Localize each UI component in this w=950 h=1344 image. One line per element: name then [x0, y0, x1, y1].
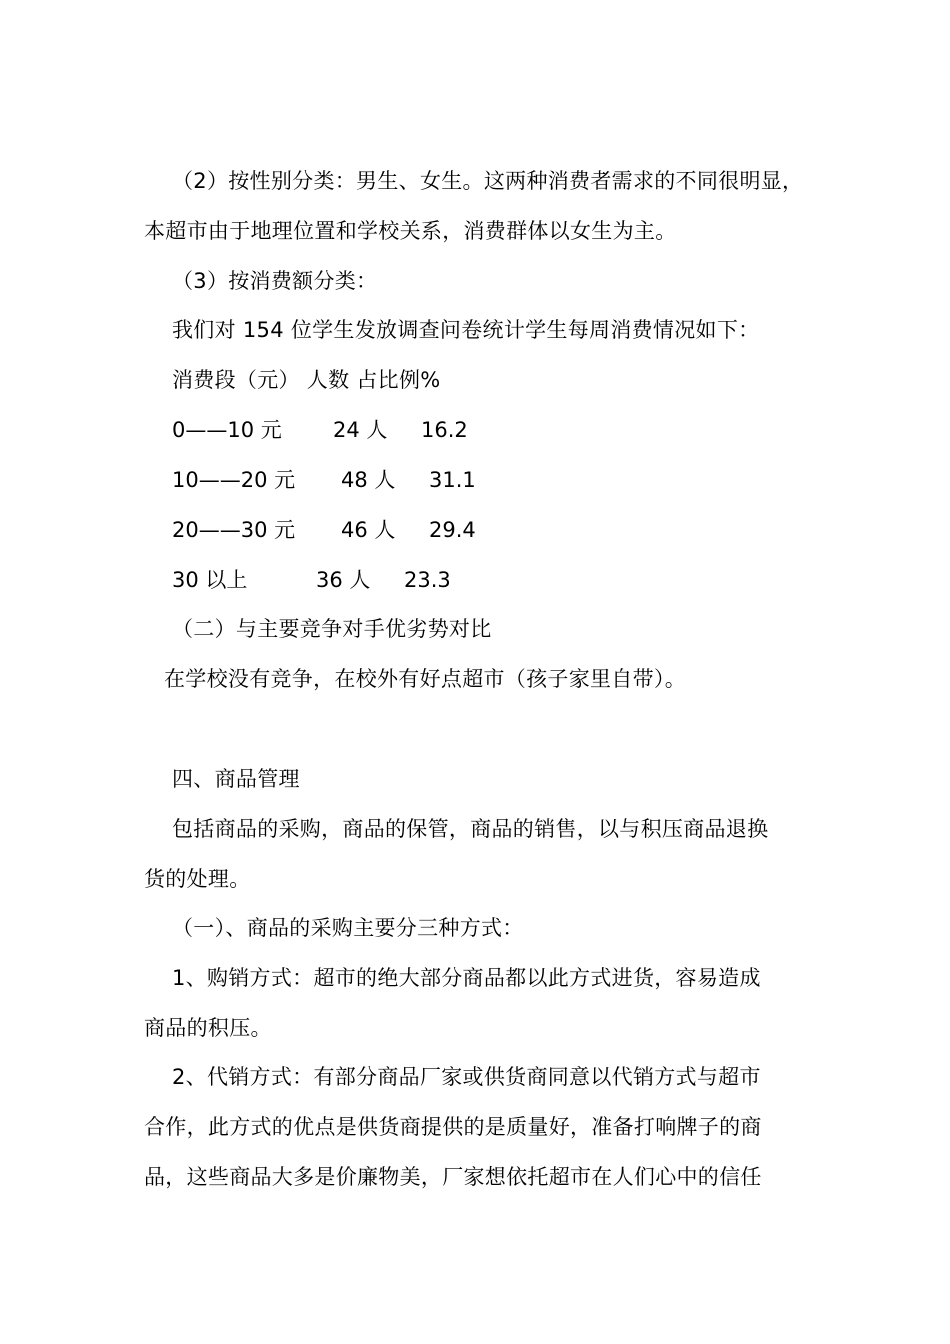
table-cell-count: 24 人 — [333, 418, 388, 442]
table-cell-percent: 31.1 — [429, 468, 476, 492]
table-cell-percent: 23.3 — [404, 568, 451, 592]
table-cell-range: 10——20 元 — [172, 468, 296, 492]
section-title-goods-management: 四、商品管理 — [172, 767, 300, 791]
paragraph-purchase-method-1-line-2: 商品的积压。 — [144, 1016, 272, 1040]
paragraph-gender-line-1: （2）按性别分类：男生、女生。这两种消费者需求的不同很明显， — [172, 169, 804, 193]
paragraph-purchase-method-2-line-1: 2、代销方式：有部分商品厂家或供货商同意以代销方式与超市 — [172, 1065, 761, 1089]
table-cell-count: 36 人 — [316, 568, 371, 592]
table-cell-percent: 16.2 — [421, 418, 468, 442]
table-cell-count: 46 人 — [341, 518, 396, 542]
table-cell-range: 30 以上 — [172, 568, 248, 592]
paragraph-purchase-method-2-line-2: 合作，此方式的优点是供货商提供的是质量好，准备打响牌子的商 — [144, 1115, 762, 1139]
table-cell-count: 48 人 — [341, 468, 396, 492]
paragraph-spending-heading: （3）按消费额分类： — [172, 269, 378, 293]
paragraph-purchase-methods: （一）、商品的采购主要分三种方式： — [172, 916, 524, 940]
paragraph-goods-scope-line-1: 包括商品的采购，商品的保管，商品的销售，以与积压商品退换 — [172, 817, 769, 841]
table-cell-percent: 29.4 — [429, 518, 476, 542]
table-cell-range: 20——30 元 — [172, 518, 296, 542]
table-header: 消费段（元） 人数 占比例% — [172, 368, 441, 392]
paragraph-purchase-method-2-line-3: 品，这些商品大多是价廉物美，厂家想依托超市在人们心中的信任 — [144, 1165, 762, 1189]
paragraph-purchase-method-1-line-1: 1、购销方式：超市的绝大部分商品都以此方式进货，容易造成 — [172, 966, 761, 990]
paragraph-competition-detail: 在学校没有竞争，在校外有好点超市（孩子家里自带）。 — [164, 667, 686, 691]
paragraph-goods-scope-line-2: 货的处理。 — [144, 867, 251, 891]
paragraph-gender-line-2: 本超市由于地理位置和学校关系，消费群体以女生为主。 — [144, 219, 677, 243]
paragraph-survey-intro: 我们对 154 位学生发放调查问卷统计学生每周消费情况如下： — [172, 318, 760, 342]
paragraph-competition-heading: （二）与主要竞争对手优劣势对比 — [172, 617, 492, 641]
table-cell-range: 0——10 元 — [172, 418, 282, 442]
